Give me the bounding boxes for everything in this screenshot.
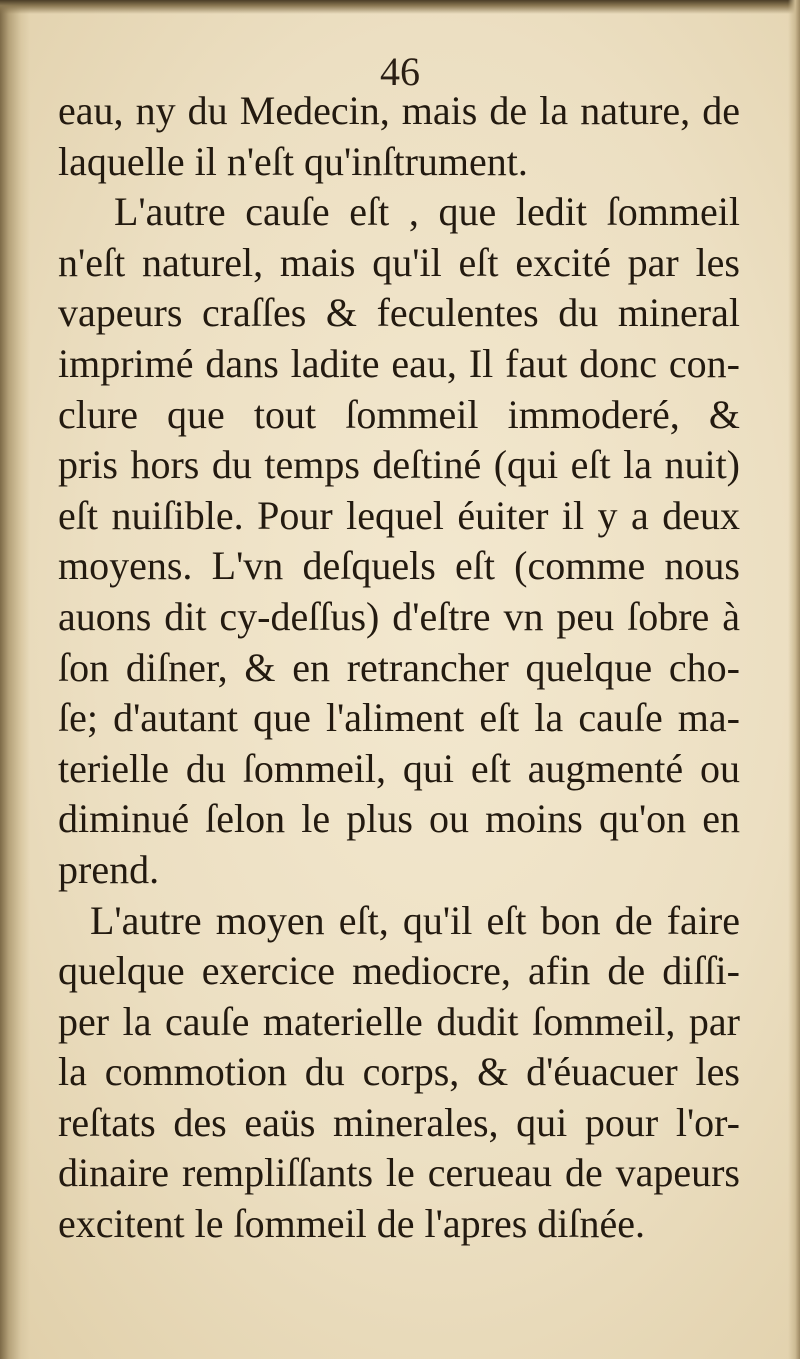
text-line: excitent le ſommeil de l'apres diſnée. [58,1201,645,1247]
text-line: per la cauſe materielle dudit ſommeil, par [58,998,740,1044]
binding-gutter [0,0,30,1359]
text-line: diminué ſelon le plus ou moins qu'on en [58,796,740,842]
text-line: dinaire rempliſſants le cerueau de vapeurs [58,1150,740,1196]
text-line: auons dit cy-deſſus) d'eſtre vn peu ſobre à [58,593,740,639]
paragraph-start-line: L'autre cauſe eſt , que ledit ſommeil [114,189,740,235]
text-line: reſtats des eaüs minerales, qui pour l'or- [58,1099,740,1145]
text-line: la commotion du corps, & d'éuacuer les [58,1049,740,1095]
text-line: vapeurs craſſes & feculentes du mineral [58,290,740,336]
text-line: imprimé dans ladite eau, Il faut donc con- [58,340,740,386]
text-line: prend. [58,846,160,892]
text-line: terielle du ſommeil, qui eſt augmenté ou [58,745,740,791]
text-line: moyens. L'vn deſquels eſt (comme nous [58,543,740,589]
text-line: eſt nuiſible. Pour lequel éuiter il y a deux [58,492,740,538]
top-page-edge [0,0,800,14]
text-line: clure que tout ſommeil immoderé, & [58,391,740,437]
text-line: ſon diſner, & en retrancher quelque cho- [58,644,740,690]
right-page-edge [788,0,800,1359]
text-line: eau, ny du Medecin, mais de la nature, de [58,88,740,133]
text-line: n'eſt naturel, mais qu'il eſt excité par les [58,239,740,285]
paragraph-start-line: L'autre moyen eſt, qu'il eſt bon de faire [90,897,740,943]
text-line: pris hors du temps deſtiné (qui eſt la nuit) [58,442,740,488]
text-line: laquelle il n'eſt qu'inſtrument. [58,138,528,184]
text-line: quelque exercice mediocre, afin de diſſi- [58,948,740,994]
text-line: ſe; d'autant que l'aliment eſt la cauſe ma- [58,695,740,741]
page-number: 46 [380,49,420,94]
body-text [58,86,740,1250]
